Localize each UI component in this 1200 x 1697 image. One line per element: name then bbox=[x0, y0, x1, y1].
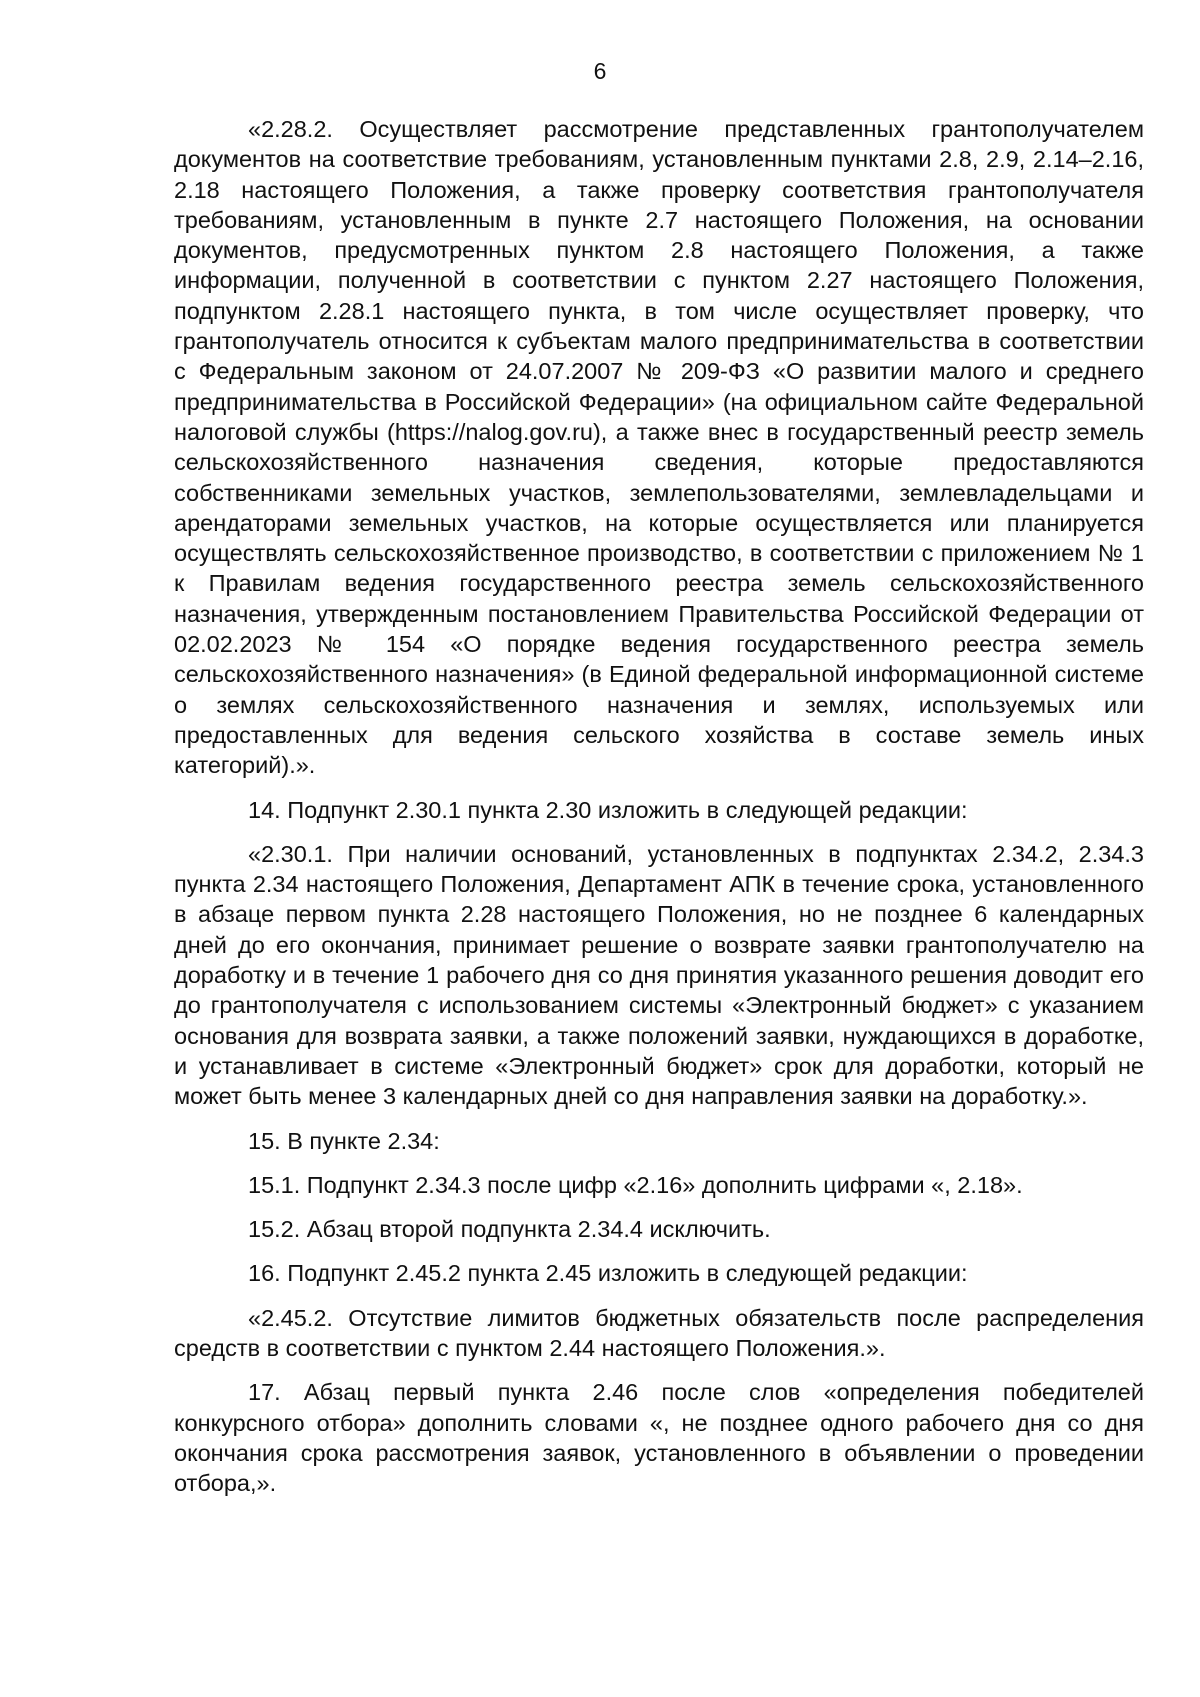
paragraph-item-15-2: 15.2. Абзац второй подпункта 2.34.4 исключить. bbox=[248, 1216, 771, 1243]
paragraph-2-28-2: «2.28.2. Осуществляет рассмотрение представленных грантополучателем документов на соответствие требованиям, установленным пунктами 2.8, 2.9, 2.14–2.16, 2.18 настоящего Положения, а также проверку соответствия грантополучателя требованиям, установленным в пункте 2.7 настоящего Положения, на основании документов, предусмотренных пунктом 2.8 настоящего Положения, а также информации, полученной в соответствии с пунктом 2.27 настоящего Положения, подпунктом 2.28.1 настоящего пункта, в том числе осуществляет проверку, что грантополучатель относится к субъектам малого предпринимательства в соответствии с Федеральным законом от 24.07.2007 № 209-ФЗ «О развитии малого и среднего предпринимательства в Российской Федерации» (на официальном сайте Федеральной налоговой службы (https://nalog.gov.ru), а также внес в государственный реестр земель сельскохозяйственного назначения сведения, которые предоставляются собственниками земельных участков, землепользователями, землевладельцами и арендаторами земельных участков, на которые осуществляется или планируется осуществлять сельскохозяйственное производство, в соответствии с приложением № 1 к Правилам ведения государственного реестра земель сельскохозяйственного назначения, утвержденным постановлением Правительства Российской Федерации от 02.02.2023 № 154 «О порядке ведения государственного реестра земель сельскохозяйственного назначения» (в Единой федеральной информационной системе о землях сельскохозяйственного назначения и землях, используемых или предоставленных для ведения сельского хозяйства в составе земель иных категорий).». bbox=[174, 116, 1144, 779]
paragraph-item-15: 15. В пункте 2.34: bbox=[248, 1127, 440, 1154]
page-number: 6 bbox=[593, 58, 607, 84]
document-body bbox=[174, 114, 1144, 1512]
paragraph-item-17: 17. Абзац первый пункта 2.46 после слов «определения победителей конкурсного отбора» дополнить словами «, не позднее одного рабочего дня со дня окончания срока рассмотрения заявок, установленного в объявлении о проведении отбора,». bbox=[174, 1379, 1144, 1497]
paragraph-item-16: 16. Подпункт 2.45.2 пункта 2.45 изложить в следующей редакции: bbox=[248, 1260, 968, 1287]
paragraph-item-15-1: 15.1. Подпункт 2.34.3 после цифр «2.16» дополнить цифрами «, 2.18». bbox=[248, 1171, 1023, 1198]
paragraph-2-30-1: «2.30.1. При наличии оснований, установленных в подпунктах 2.34.2, 2.34.3 пункта 2.34 настоящего Положения, Департамент АПК в течение срока, установленного в абзаце первом пункта 2.28 настоящего Положения, но не позднее 6 календарных дней до его окончания, принимает решение о возврате заявки грантополучателю на доработку и в течение 1 рабочего дня со дня принятия указанного решения доводит его до грантополучателя с использованием системы «Электронный бюджет» с указанием основания для возврата заявки, а также положений заявки, нуждающихся в доработке, и устанавливает в системе «Электронный бюджет» срок для доработки, который не может быть менее 3 календарных дней со дня направления заявки на доработку.». bbox=[174, 840, 1144, 1110]
paragraph-item-14: 14. Подпункт 2.30.1 пункта 2.30 изложить в следующей редакции: bbox=[248, 796, 968, 823]
paragraph-2-45-2: «2.45.2. Отсутствие лимитов бюджетных обязательств после распределения средств в соответствии с пунктом 2.44 настоящего Положения.». bbox=[174, 1304, 1144, 1361]
